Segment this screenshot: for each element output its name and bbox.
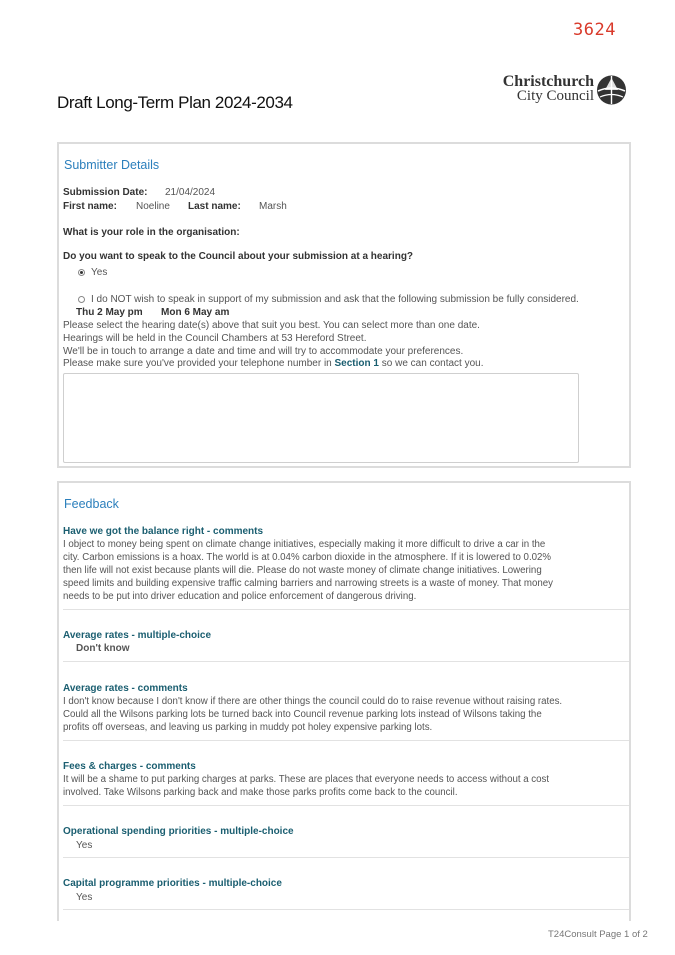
submitter-details-heading: Submitter Details: [64, 158, 160, 172]
info-telephone-pre: Please make sure you've provided your telephone number in: [63, 358, 335, 369]
hearing-comments-textarea[interactable]: [63, 373, 579, 463]
capital-programme-answer: Yes: [76, 892, 93, 903]
hearing-no-radio[interactable]: [78, 296, 85, 303]
document-title: Draft Long-Term Plan 2024-2034: [57, 93, 293, 112]
operational-spending-title: Operational spending priorities - multiple-choice: [63, 826, 294, 837]
last-name-value: Marsh: [259, 201, 287, 212]
info-select-dates: Please select the hearing date(s) above that suit you best. You can select more than one date.: [63, 320, 480, 331]
logo-line2: City Council: [516, 88, 594, 104]
comment-line: needs to be put into driver education and police enforcement of dangerous driving.: [63, 590, 417, 602]
capital-programme-title: Capital programme priorities - multiple-choice: [63, 878, 282, 889]
feedback-heading: Feedback: [64, 497, 119, 511]
council-logo: [500, 74, 628, 110]
first-name-value: Noeline: [136, 201, 170, 212]
fees-charges-comment: [63, 774, 573, 800]
divider: [63, 740, 629, 741]
divider: [63, 805, 629, 806]
divider: [63, 609, 629, 610]
comment-line: profits off overseas, and leaving us parking in muddy pot holey expensive parking lots.: [63, 721, 433, 733]
feedback-panel: [57, 481, 631, 921]
role-question: What is your role in the organisation:: [63, 227, 240, 238]
average-rates-choice-title: Average rates - multiple-choice: [63, 630, 212, 641]
submission-date-label: Submission Date:: [63, 187, 148, 198]
section-1-link[interactable]: Section 1: [334, 358, 379, 369]
page-footer: T24Consult Page 1 of 2: [548, 929, 648, 940]
cathedral-logo-icon: [596, 74, 627, 106]
comment-line: It will be a shame to put parking charges at parks. These are places that everyone needs to access without a cost: [63, 774, 550, 785]
comment-line: city. Carbon emissions is a hoax. The world is at 0.04% carbon dioxide in the atmosphere. If it is lowered to 0.02%: [63, 551, 552, 563]
average-rates-comment: [63, 696, 573, 735]
divider: [63, 909, 629, 910]
operational-spending-answer: Yes: [76, 840, 93, 851]
average-rates-choice-answer: Don't know: [76, 643, 130, 654]
fees-charges-title: Fees & charges - comments: [63, 761, 196, 772]
average-rates-comments-title: Average rates - comments: [63, 683, 188, 694]
feedback-balance-title: Have we got the balance right - comments: [63, 526, 264, 537]
info-contact: We'll be in touch to arrange a date and time and will try to accommodate your preferences.: [63, 346, 464, 357]
divider: [63, 661, 629, 662]
page-number: 3624: [573, 20, 616, 40]
hearing-yes-label: Yes: [91, 267, 108, 278]
info-telephone-post: so we can contact you.: [378, 358, 484, 369]
last-name-label: Last name:: [188, 201, 241, 212]
comment-line: involved. Take Wilsons parking back and make those parks profits come back to the council.: [63, 786, 458, 798]
feedback-balance-comment: [63, 539, 573, 604]
divider: [63, 857, 629, 858]
hearing-yes-radio[interactable]: [78, 269, 85, 276]
submission-date-value: 21/04/2024: [165, 187, 216, 198]
comment-line: Could all the Wilsons parking lots be turned back into Council revenue parking lots instead of Wilsons taking the: [63, 708, 542, 720]
logo-line1: Christchurch: [502, 73, 594, 90]
info-location: Hearings will be held in the Council Chambers at 53 Hereford Street.: [63, 333, 367, 344]
comment-line: I don't know because I don't know if there are other things the council could do to raise revenue without raising rates.: [63, 696, 563, 707]
hearing-date-thu[interactable]: Thu 2 May pm: [76, 307, 143, 318]
info-telephone: [63, 358, 484, 369]
submitter-details-panel: [57, 142, 631, 468]
hearing-no-label: I do NOT wish to speak in support of my submission and ask that the following submission be fully considered.: [91, 294, 579, 305]
comment-line: I object to money being spent on climate change initiatives, especially making it more difficult to drive a car in the: [63, 539, 546, 550]
hearing-date-mon[interactable]: Mon 6 May am: [161, 307, 230, 318]
first-name-label: First name:: [63, 201, 117, 212]
comment-line: then life will not exist because plants will die. Please do not waste money of climate change initiatives. Lowering: [63, 564, 542, 576]
comment-line: speed limits and building expensive traffic calming barriers and narrowing streets is a waste of money. That money: [63, 577, 553, 589]
hearing-question: Do you want to speak to the Council about your submission at a hearing?: [63, 251, 414, 262]
